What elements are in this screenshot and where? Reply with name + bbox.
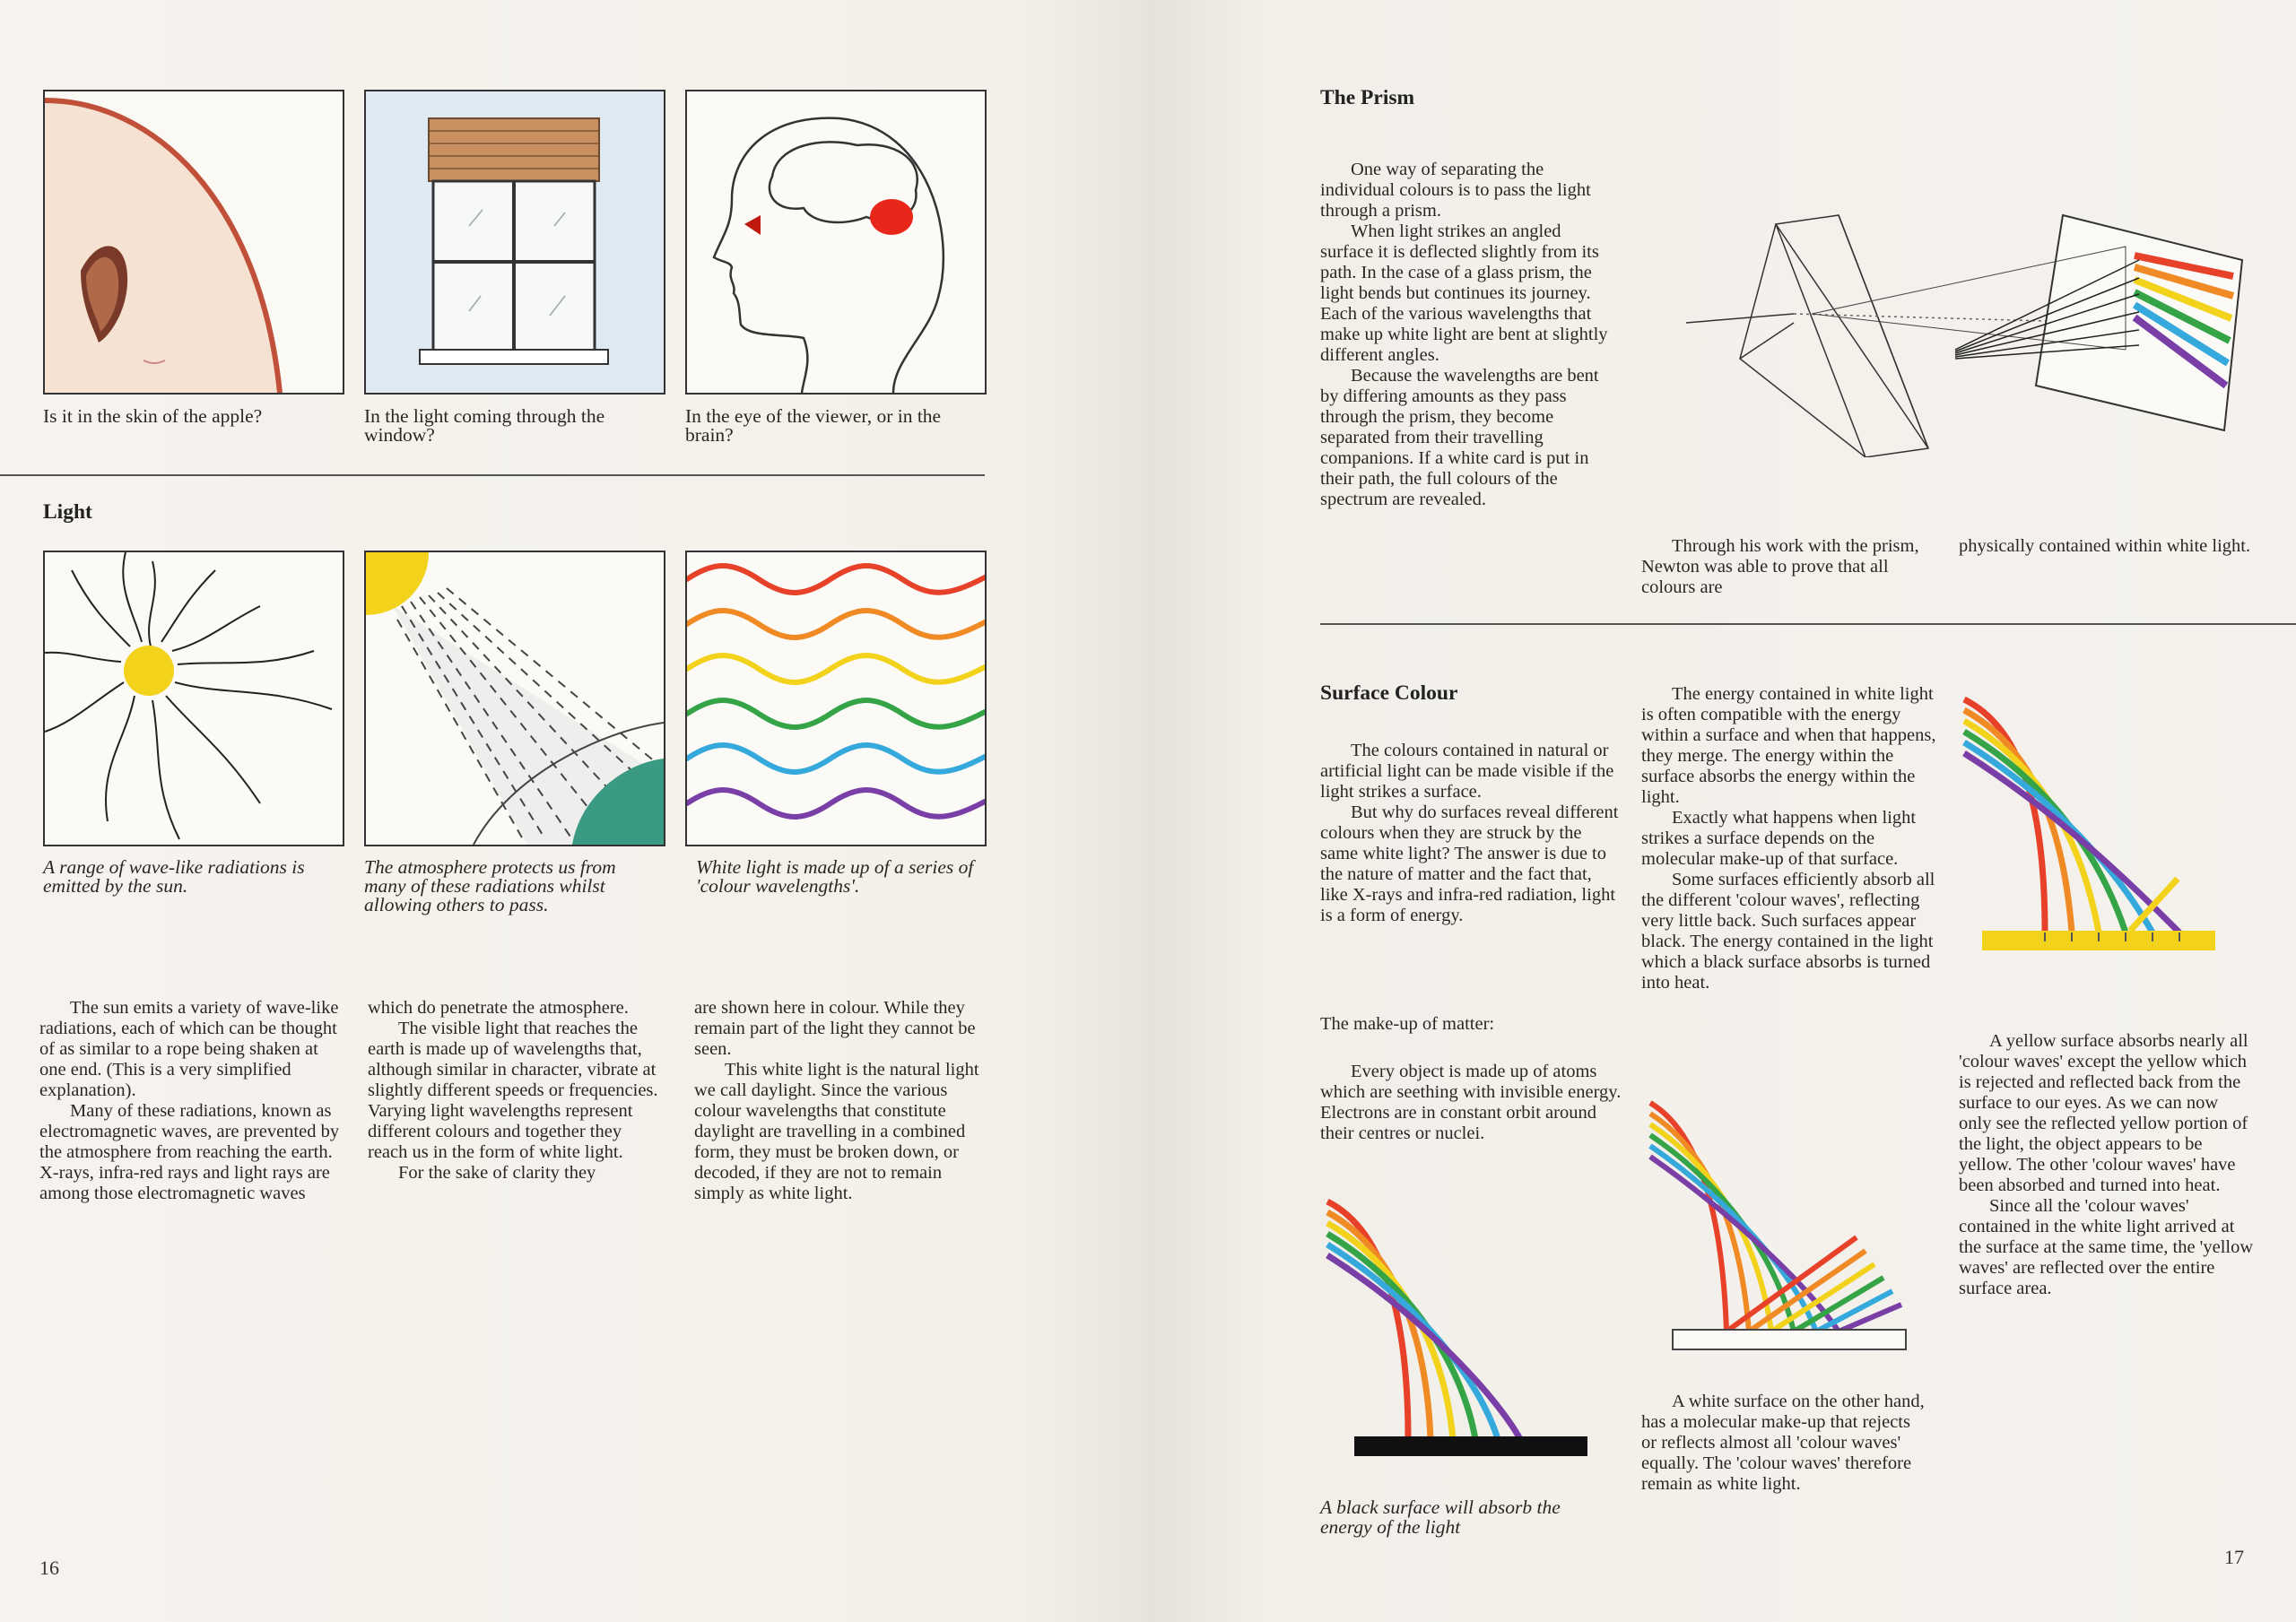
paragraph: The visible light that reaches the earth is made up of wavelengths that, although similar in character, vibrate at slightly different speeds or frequencies. Varying light wavelengths represent different colours and together they reach us in the form of white light. (368, 1019, 658, 1162)
white-surface-text (1641, 1392, 1928, 1495)
light-text-col1 (39, 998, 341, 1204)
caption-atmosphere: The atmosphere protects us from many of these radiations whilst allowing others to pass. (364, 856, 616, 915)
caption-apple: Is it in the skin of the apple? (43, 405, 263, 427)
head-brain-illustration (685, 90, 987, 395)
paragraph: Every object is made up of atoms which are seething with invisible energy. Electrons are in constant orbit around their centres or nuclei. (1320, 1062, 1622, 1143)
paragraph: Because the wavelengths are bent by differing amounts as they pass through the prism, they become separated from their travelling companions. If a white card is put in their path, the full colours of the spectrum are revealed. (1320, 366, 1599, 509)
paragraph: physically contained within white light. (1959, 536, 2251, 556)
black-surface-illustration (1318, 1193, 1605, 1462)
prism-illustration (1686, 197, 2269, 457)
yellow-surface-text (1959, 1031, 2255, 1299)
paragraph: Through his work with the prism, Newton was able to prove that all colours are (1641, 536, 1919, 597)
prism-text-col3 (1959, 536, 2255, 557)
paragraph: When light strikes an angled surface it is deflected slightly from its path. In the case of a glass prism, the light bends but continues its journey. Each of the various wavelengths that make up white light are bent at slightly different angles. (1320, 221, 1608, 365)
page-number-right: 17 (2224, 1546, 2244, 1568)
paragraph: The energy contained in white light is often compatible with the energy within a surface and when that happens, they merge. The energy within the surface absorbs the energy within the light. (1641, 684, 1936, 807)
paragraph: A yellow surface absorbs nearly all 'colour waves' except the yellow which is rejected and reflected back from the surface to our eyes. As we can now only see the reflected yellow portion of the light, the object appears to be yellow. The other 'colour waves' have been absorbed and turned into heat. (1959, 1031, 2248, 1195)
section-divider (0, 474, 985, 476)
paragraph: Since all the 'colour waves' contained in the white light arrived at the surface at the same time, the 'yellow waves' are reflected over the entire surface area. (1959, 1196, 2254, 1298)
colour-wavelengths-illustration (685, 551, 987, 846)
section-divider-right (1320, 623, 2296, 625)
paragraph: which do penetrate the atmosphere. (368, 998, 629, 1018)
paragraph: This white light is the natural light we call daylight. Since the various colour wavelengths that constitute daylight are travelling in a combined form, they must be broken down, or decoded, if they are not to remain simply as white light. (694, 1060, 979, 1203)
page-number-left: 16 (39, 1557, 59, 1579)
yellow-surface-illustration (1955, 690, 2242, 959)
paragraph: The sun emits a variety of wave-like radiations, each of which can be thought of as similar to a rope being shaken at one end. (This is a very simplified explanation). (39, 998, 339, 1100)
paragraph: are shown here in colour. While they remain part of the light they cannot be seen. (694, 998, 976, 1059)
paragraph: The colours contained in natural or artificial light can be made visible if the light strikes a surface. (1320, 741, 1614, 802)
apple-skin-illustration (43, 90, 344, 395)
paragraph: A white surface on the other hand, has a molecular make-up that rejects or reflects almost all 'colour waves' equally. The 'colour waves' therefore remain as white light. (1641, 1392, 1925, 1494)
caption-wavelengths: White light is made up of a series of 'colour wavelengths'. (696, 856, 974, 897)
heading-surface-colour: Surface Colour (1320, 681, 1458, 705)
makeup-heading: The make-up of matter: (1320, 1014, 1495, 1034)
atmosphere-illustration (364, 551, 665, 846)
prism-text-col1 (1320, 160, 1616, 510)
caption-brain: In the eye of the viewer, or in the brain? (685, 405, 942, 446)
paragraph: Some surfaces efficiently absorb all the different 'colour waves', reflecting very little back. Such surfaces appear black. The energy contained in the light which a black surface absorbs is turned into heat. (1641, 870, 1935, 993)
sun-radiations-illustration (43, 551, 344, 846)
right-page (1148, 0, 2296, 1622)
heading-prism: The Prism (1320, 86, 1415, 109)
light-text-col2 (368, 998, 664, 1184)
paragraph: One way of separating the individual colours is to pass the light through a prism. (1320, 160, 1591, 221)
white-surface-illustration (1641, 1094, 1928, 1354)
caption-window: In the light coming through the window? (364, 405, 605, 446)
caption-sun: A range of wave-like radiations is emitted by the sun. (43, 856, 305, 897)
window-illustration (364, 90, 665, 395)
paragraph: For the sake of clarity they (398, 1163, 596, 1183)
surface-text-col2 (1641, 684, 1939, 993)
paragraph: But why do surfaces reveal different colours when they are struck by the same white light? The answer is due to the nature of matter and the fact that, like X-rays and infra-red radiation, light is a form of energy. (1320, 802, 1619, 925)
caption-black-surface: A black surface will absorb the energy of the light (1320, 1496, 1561, 1538)
heading-light: Light (43, 500, 92, 524)
paragraph: Exactly what happens when light strikes a surface depends on the molecular make-up of that surface. (1641, 808, 1917, 869)
paragraph: Many of these radiations, known as electromagnetic waves, are prevented by the atmosphere from reaching the earth. X-rays, infra-red rays and light rays are among those electromagnetic waves (39, 1101, 340, 1203)
surface-text-col1 (1320, 741, 1622, 926)
makeup-text (1320, 1062, 1622, 1144)
light-text-col3 (694, 998, 990, 1204)
prism-text-col2 (1641, 536, 1937, 598)
